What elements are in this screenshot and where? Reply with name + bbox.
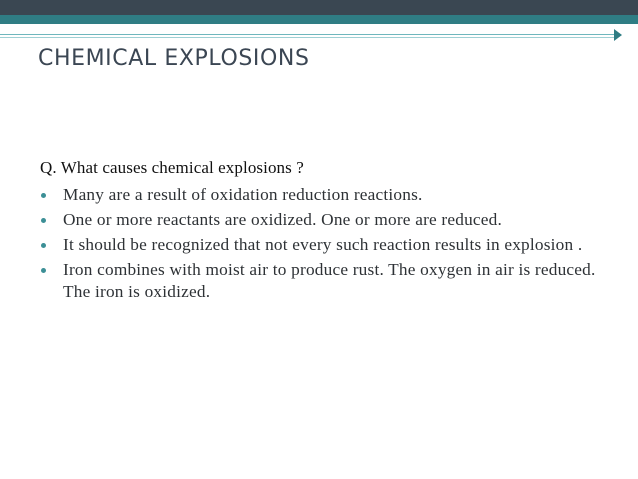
- bullet-text: Iron combines with moist air to produce rust. The oxygen in air is reduced. The iron is oxidized.: [63, 260, 596, 301]
- title-accent-line: [0, 34, 614, 35]
- header-band-teal: [0, 15, 638, 24]
- bullet-item: [40, 234, 620, 256]
- bullet-list: [40, 184, 620, 303]
- bullet-item: [40, 209, 620, 231]
- bullet-text: One or more reactants are oxidized. One or more are reduced.: [63, 210, 503, 229]
- bullet-item: [40, 184, 620, 206]
- header-band-dark: [0, 0, 638, 15]
- slide-title: CHEMICAL EXPLOSIONS: [38, 46, 310, 71]
- question-heading: Q. What causes chemical explosions ?: [40, 158, 304, 177]
- bullet-item: [40, 259, 620, 303]
- title-accent-line-secondary: [0, 37, 614, 38]
- bullet-dot-icon: [41, 243, 46, 248]
- bullet-text: Many are a result of oxidation reduction reactions.: [63, 185, 423, 204]
- header-band: [0, 0, 638, 24]
- bullet-dot-icon: [41, 218, 46, 223]
- accent-arrow-marker: [614, 29, 622, 41]
- slide-body: [40, 158, 620, 306]
- bullet-dot-icon: [41, 193, 46, 198]
- bullet-dot-icon: [41, 268, 46, 273]
- bullet-text: It should be recognized that not every such reaction results in explosion .: [63, 235, 583, 254]
